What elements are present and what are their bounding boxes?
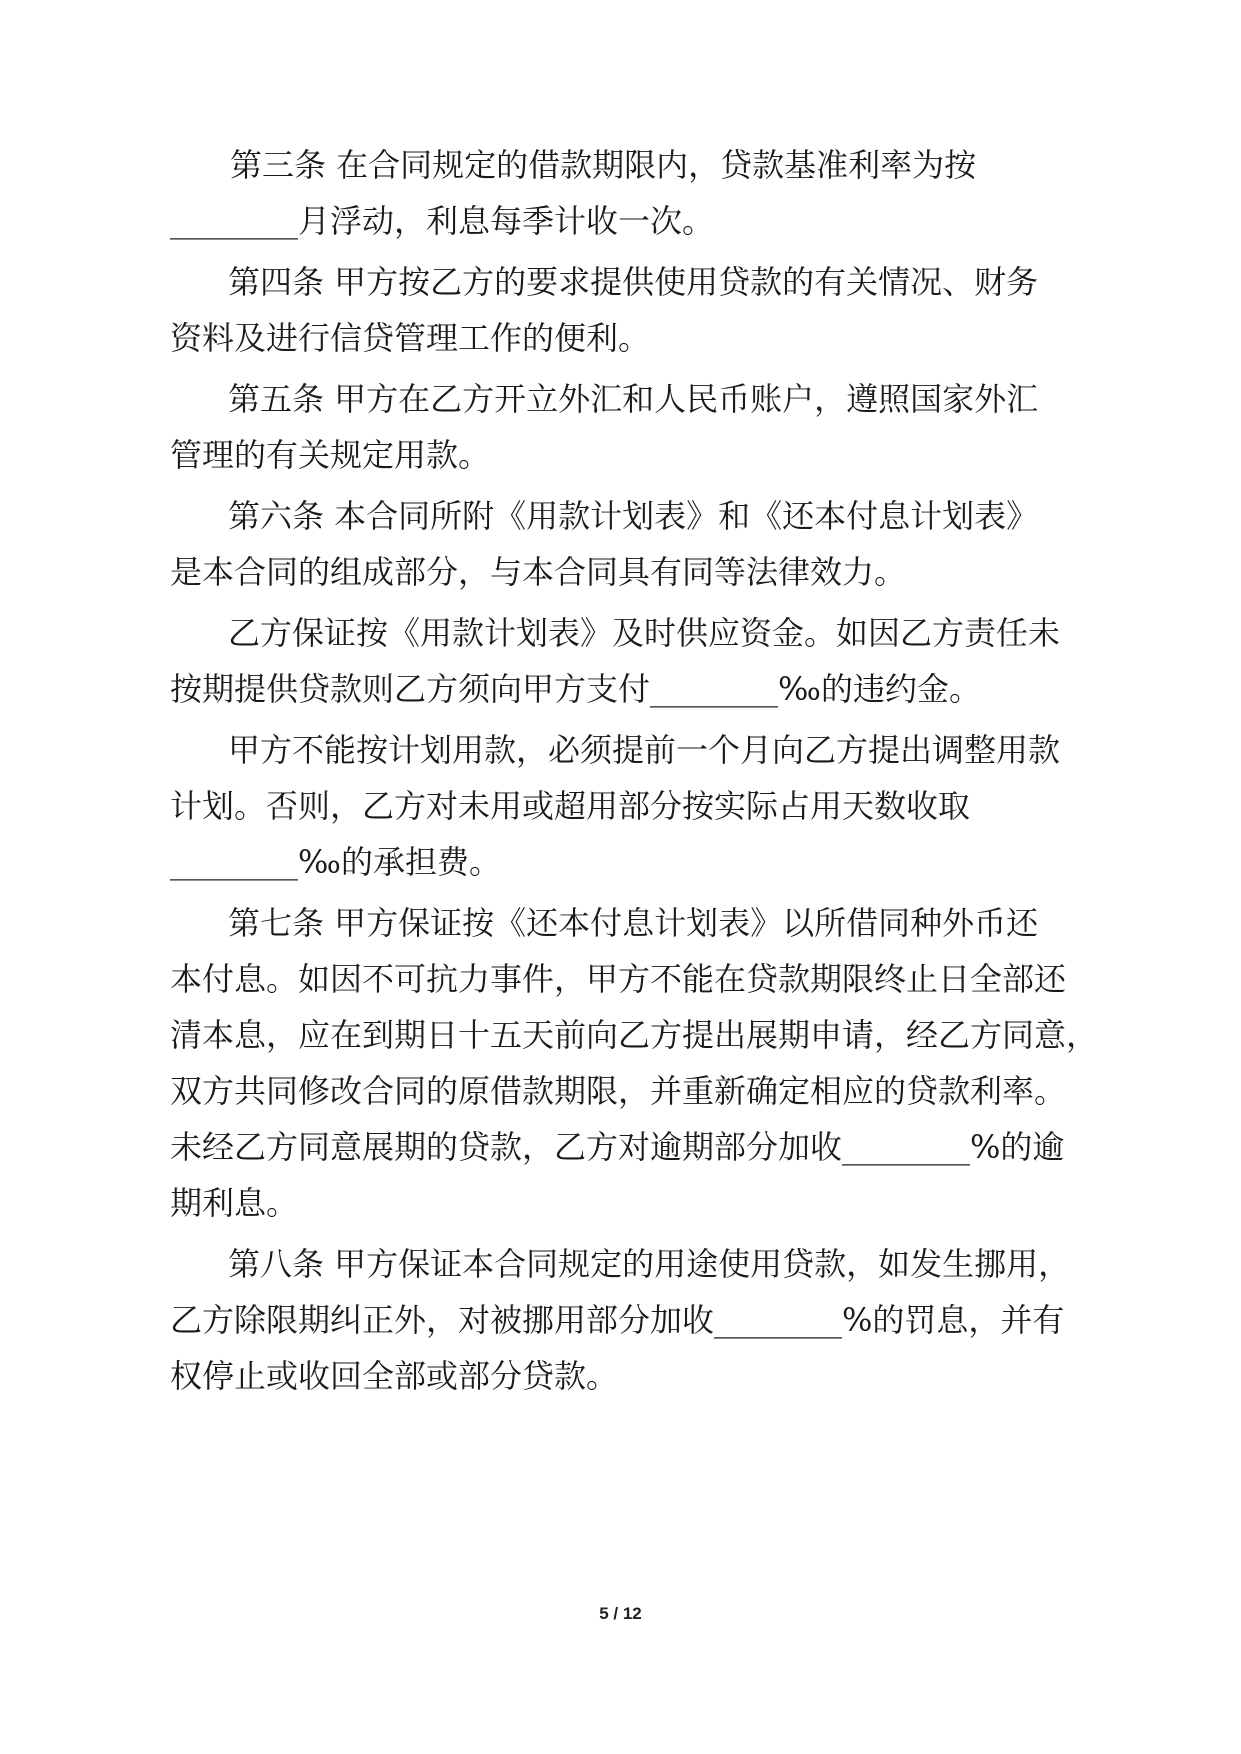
article-7-line-2: 本付息。如因不可抗力事件，甲方不能在贷款期限终止日全部还 <box>170 960 1067 998</box>
article-7-line-1: 第七条 甲方保证按《还本付息计划表》以所借同种外币还 <box>228 904 1039 942</box>
commitment-fee-line-1: 甲方不能按计划用款，必须提前一个月向乙方提出调整用款 <box>228 731 1061 769</box>
article-8-line-1: 第八条 甲方保证本合同规定的用途使用贷款，如发生挪用， <box>228 1245 1071 1283</box>
article-4-line-1: 第四条 甲方按乙方的要求提供使用贷款的有关情况、财务 <box>228 263 1039 301</box>
article-5-line-2: 管理的有关规定用款。 <box>170 436 491 474</box>
article-4-line-2: 资料及进行信贷管理工作的便利。 <box>170 319 651 357</box>
article-6-line-2: 是本合同的组成部分，与本合同具有同等法律效力。 <box>170 553 907 591</box>
fund-supply-line-1: 乙方保证按《用款计划表》及时供应资金。如因乙方责任未 <box>228 614 1061 652</box>
article-7-line-3: 清本息，应在到期日十五天前向乙方提出展期申请，经乙方同意， <box>170 1016 1099 1054</box>
article-5-line-1: 第五条 甲方在乙方开立外汇和人民币账户，遵照国家外汇 <box>228 380 1039 418</box>
commitment-fee-line-2: 计划。否则，乙方对未用或超用部分按实际占用天数收取 <box>170 787 971 825</box>
article-7-line-6: 期利息。 <box>170 1184 299 1222</box>
article-7-line-5: 未经乙方同意展期的贷款，乙方对逾期部分加收________%的逾 <box>170 1128 1065 1166</box>
page-number: 5 / 12 <box>599 1604 642 1623</box>
article-3-line-2: ________月浮动，利息每季计收一次。 <box>170 202 715 240</box>
article-3-line-1: 第三条 在合同规定的借款期限内，贷款基准利率为按 <box>230 146 977 184</box>
article-7-line-4: 双方共同修改合同的原借款期限，并重新确定相应的贷款利率。 <box>170 1072 1067 1110</box>
article-6-line-1: 第六条 本合同所附《用款计划表》和《还本付息计划表》 <box>228 497 1039 535</box>
commitment-fee-line-3: ________‰的承担费。 <box>170 843 501 881</box>
article-8-line-3: 权停止或收回全部或部分贷款。 <box>170 1357 619 1395</box>
fund-supply-line-2: 按期提供贷款则乙方须向甲方支付________‰的违约金。 <box>170 670 981 708</box>
article-8-line-2: 乙方除限期纠正外，对被挪用部分加收________%的罚息，并有 <box>170 1301 1065 1339</box>
